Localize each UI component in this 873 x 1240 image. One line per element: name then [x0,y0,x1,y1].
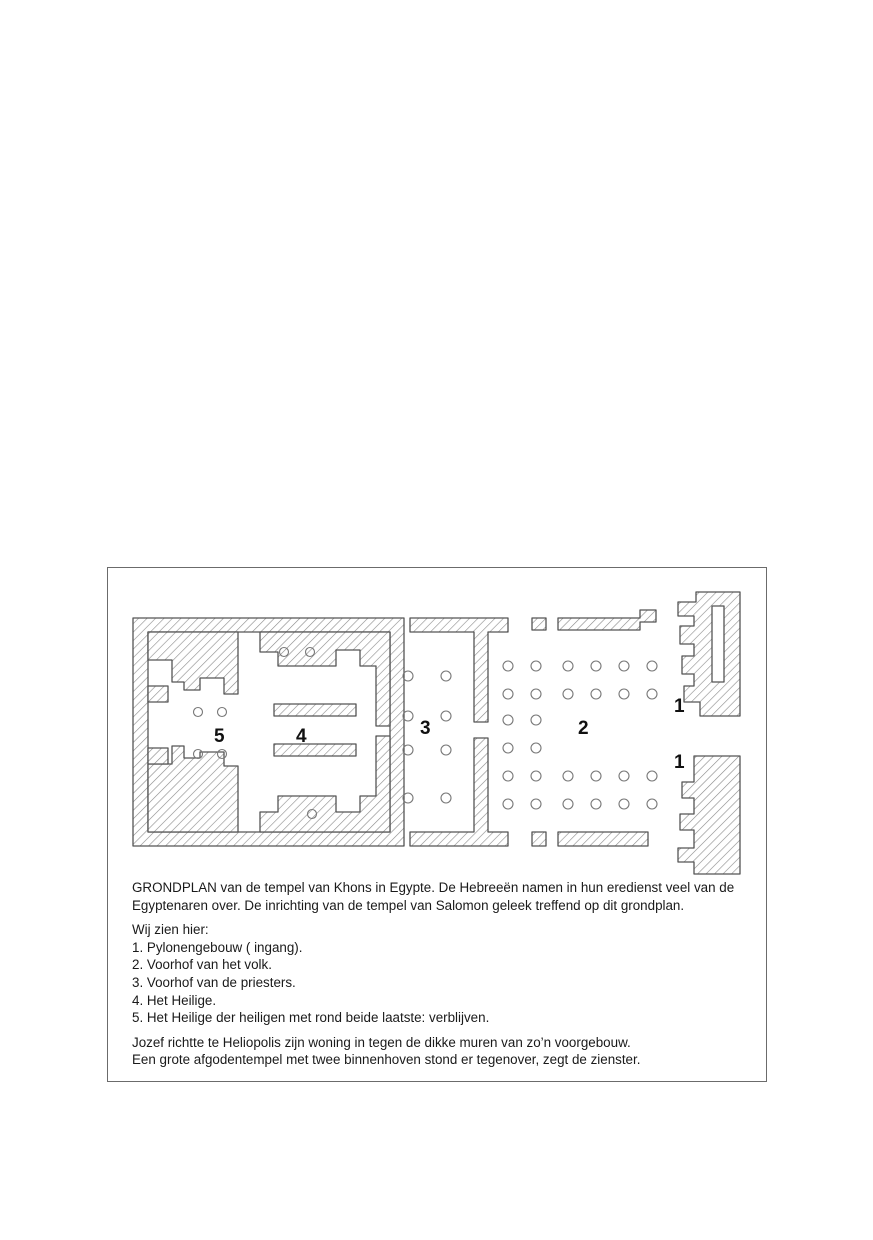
legend-item: 3. Voorhof van de priesters. [132,974,296,990]
column [503,689,513,699]
temple-floor-plan [128,586,758,876]
caption-closing-line: Jozef richtte te Heliopolis zijn woning in tegen de dikke muren van zo’n voorgebouw. [132,1034,631,1050]
label-holy-of-holies: 5 [214,726,225,747]
column [441,745,451,755]
caption-closing [132,1034,757,1069]
column [194,708,203,717]
legend-item: 4. Het Heilige. [132,992,217,1008]
column [531,743,541,753]
wall-stub-left-2 [148,748,168,764]
column [591,689,601,699]
caption-intro-line: Egyptenaren over. De inrichting van de tempel van Salomon geleek treffend op dit grondplan. [132,897,685,913]
column [503,799,513,809]
column [619,689,629,699]
label-forecourt-people: 2 [578,718,589,739]
wall-block-nw [148,632,238,694]
court2-post-tl [532,618,546,630]
pylon-top-inner [712,606,724,682]
column [563,661,573,671]
column [619,799,629,809]
column [441,671,451,681]
court2-wall-bottom [558,832,648,846]
column [647,771,657,781]
column [563,689,573,699]
label-holy: 4 [296,726,307,747]
legend-list [132,939,757,1027]
column [531,715,541,725]
court2-post-bl [532,832,546,846]
court3-wall-top [410,618,508,722]
label-pylon-top: 1 [674,696,685,717]
column [591,661,601,671]
holy-wall-bottom [274,744,356,756]
label-forecourt-priests: 3 [420,718,431,739]
court3-wall-bottom [410,738,508,846]
column [647,661,657,671]
column [503,715,513,725]
column [441,711,451,721]
column [563,799,573,809]
column [591,771,601,781]
pylon-top [678,592,740,716]
legend-heading: Wij zien hier: [132,922,209,938]
caption-intro-line: GRONDPLAN van de tempel van Khons in Egypte. De Hebreeën namen in hun eredienst veel van de [132,880,735,895]
column [503,661,513,671]
column [647,689,657,699]
column [619,661,629,671]
column [441,793,451,803]
column [531,799,541,809]
caption [132,879,757,1069]
legend-item: 2. Voorhof van het volk. [132,957,272,973]
caption-intro [132,879,757,914]
holy-wall-top [274,704,356,716]
pylon-bottom [678,756,740,874]
figure-frame [107,567,767,1082]
column [591,799,601,809]
column [531,689,541,699]
label-pylon-bottom: 1 [674,752,685,773]
column [503,771,513,781]
column [647,799,657,809]
caption-closing-line: Een grote afgodentempel met twee binnenhoven stond er tegenover, zegt de zienster. [132,1052,641,1068]
court2-wall-top [558,610,656,630]
column [218,708,227,717]
wall-stub-left [148,686,168,702]
column [563,771,573,781]
column [619,771,629,781]
column [531,771,541,781]
column [531,661,541,671]
caption-legend [132,921,757,1027]
column [503,743,513,753]
legend-item: 1. Pylonengebouw ( ingang). [132,939,303,955]
legend-item: 5. Het Heilige der heiligen met rond beide laatste: verblijven. [132,1010,490,1026]
